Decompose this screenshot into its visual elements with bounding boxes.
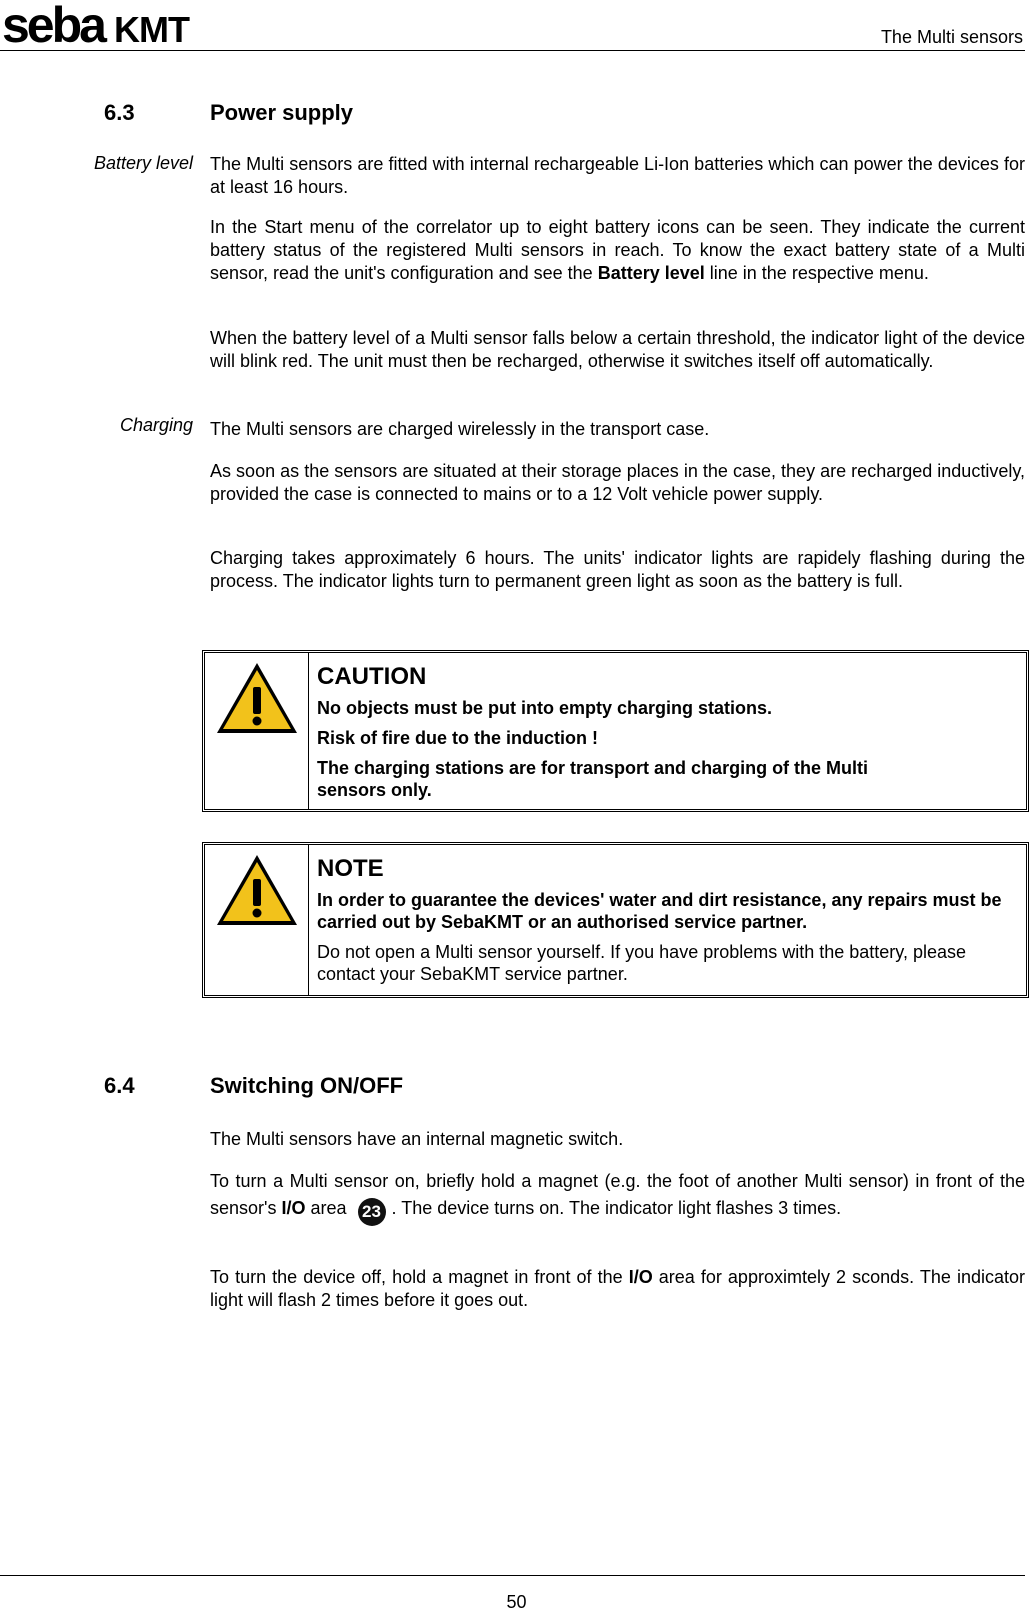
note-title: NOTE	[317, 855, 384, 882]
paragraph-charging-wireless: The Multi sensors are charged wirelessly in the transport case.	[210, 419, 710, 439]
caution-title: CAUTION	[317, 663, 427, 690]
reference-number-badge: 23	[358, 1198, 386, 1226]
page-header	[0, 0, 1033, 54]
caution-box	[202, 650, 1029, 812]
caution-line-3: The charging stations are for transport and charging of the Multi sensors only.	[317, 758, 869, 800]
note-box	[202, 842, 1029, 998]
battery-level-term: Battery level	[597, 263, 705, 283]
paragraph-battery-icons: In the Start menu of the correlator up to eight battery icons can be seen. They indicate the current battery status of the registered Multi sensors in reach. To know the exact battery state of a Multi sensor, read the unit's configuration and see the Battery level line in the respective menu.	[210, 217, 1025, 283]
margin-label-battery-level: Battery level	[93, 153, 193, 173]
paragraph-magnetic-switch: The Multi sensors have an internal magnetic switch.	[210, 1129, 624, 1149]
paragraph-charging-inductive: As soon as the sensors are situated at their storage places in the case, they are recharged inductively, provided the case is connected to mains or to a 12 Volt vehicle power supply.	[210, 461, 1025, 504]
header-divider	[0, 50, 1025, 51]
running-header-title: The Multi sensors	[880, 27, 1023, 47]
note-line-1: In order to guarantee the devices' water and dirt resistance, any repairs must be carried out by SebaKMT or an authorised service partner.	[317, 890, 1002, 932]
caution-line-2: Risk of fire due to the induction !	[317, 728, 598, 748]
warning-triangle-icon	[215, 853, 299, 927]
warning-triangle-icon	[215, 661, 299, 735]
margin-label-charging: Charging	[119, 415, 193, 435]
io-term: I/O	[628, 1267, 653, 1287]
caution-content	[309, 653, 1026, 809]
section-number: 6.3	[104, 100, 135, 125]
sebakmt-logo	[2, 2, 227, 48]
caution-icon-cell	[205, 653, 309, 809]
paragraph-battery-intro: The Multi sensors are fitted with internal rechargeable Li-Ion batteries which can power the devices for at least 16 hours.	[210, 154, 1025, 197]
io-term: I/O	[281, 1198, 306, 1218]
page-number: 50	[506, 1592, 527, 1612]
svg-text:KMT: KMT	[114, 9, 189, 48]
footer-divider	[0, 1575, 1025, 1576]
paragraph-turn-off: To turn the device off, hold a magnet in front of the I/O area for approximtely 2 sconds. The indicator light will flash 2 times before it goes out.	[210, 1267, 1025, 1310]
paragraph-charging-duration: Charging takes approximately 6 hours. The units' indicator lights are rapidely flashing during the process. The indicator lights turn to permanent green light as soon as the battery is full.	[210, 548, 1025, 591]
paragraph-battery-threshold: When the battery level of a Multi sensor falls below a certain threshold, the indicator light of the device will blink red. The unit must then be recharged, otherwise it switches itself off automatically.	[210, 328, 1025, 371]
caution-line-1: No objects must be put into empty charging stations.	[317, 698, 773, 718]
svg-text:seba: seba	[2, 2, 104, 48]
section-number: 6.4	[104, 1073, 135, 1098]
note-content	[309, 845, 1026, 995]
section-title: Power supply	[210, 100, 354, 125]
note-line-2: Do not open a Multi sensor yourself. If you have problems with the battery, please contact your SebaKMT service partner.	[317, 942, 967, 984]
note-icon-cell	[205, 845, 309, 995]
paragraph-turn-on: To turn a Multi sensor on, briefly hold a magnet (e.g. the foot of another Multi sensor) in front of the sensor's I/O area 23 . The device turns on. The indicator light flashes 3 times.	[210, 1168, 1025, 1226]
section-title: Switching ON/OFF	[210, 1073, 404, 1098]
